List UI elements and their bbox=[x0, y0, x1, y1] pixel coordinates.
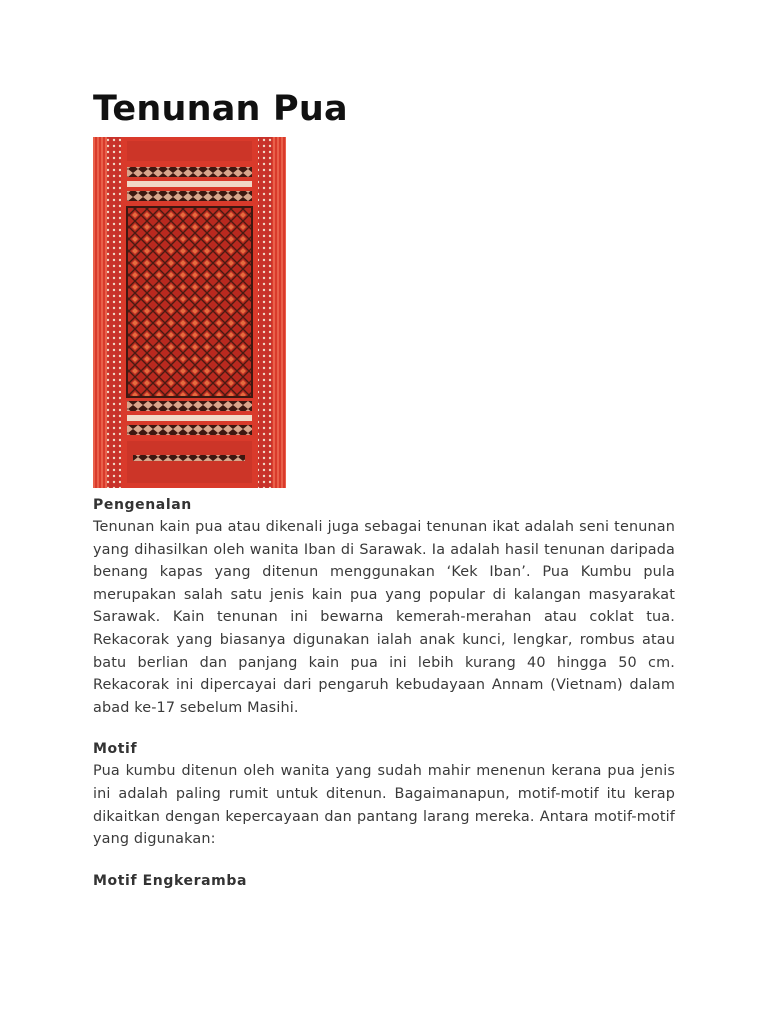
section-heading-motif-engkeramba: Motif Engkeramba bbox=[93, 872, 247, 889]
article-body bbox=[93, 495, 675, 892]
page-title: Tenunan Pua bbox=[93, 89, 348, 129]
pua-kumbu-textile-image bbox=[93, 137, 286, 488]
section-heading-pengenalan: Pengenalan bbox=[93, 497, 192, 513]
section-body-motif: Pua kumbu ditenun oleh wanita yang sudah mahir menenun kerana pua jenis ini adalah paling rumit untuk ditenun. Bagaimanapun, motif-motif itu kerap dikaitkan dengan kepercayaan dan pantang larang mereka. Antara motif-motif yang digunakan: bbox=[93, 763, 675, 848]
section-body-pengenalan: Tenunan kain pua atau dikenali juga sebagai tenunan ikat adalah seni tenunan yang dihasilkan oleh wanita Iban di Sarawak. Ia adalah hasil tenunan daripada benang kapas yang ditenun menggunakan ‘Kek Iban’. Pua Kumbu pula merupakan salah satu jenis kain pua yang popular di kalangan masyarakat Sarawak. Kain tenunan ini bewarna kemerah-merahan atau coklat tua. Rekacorak yang biasanya digunakan ialah anak kunci, lengkar, rombus atau batu berlian dan panjang kain pua ini lebih kurang 40 hingga 50 cm. Rekacorak ini dipercayai dari pengaruh kebudayaan Annam (Vietnam) dalam abad ke-17 sebelum Masihi. bbox=[93, 519, 675, 716]
section-heading-motif: Motif bbox=[93, 741, 138, 758]
